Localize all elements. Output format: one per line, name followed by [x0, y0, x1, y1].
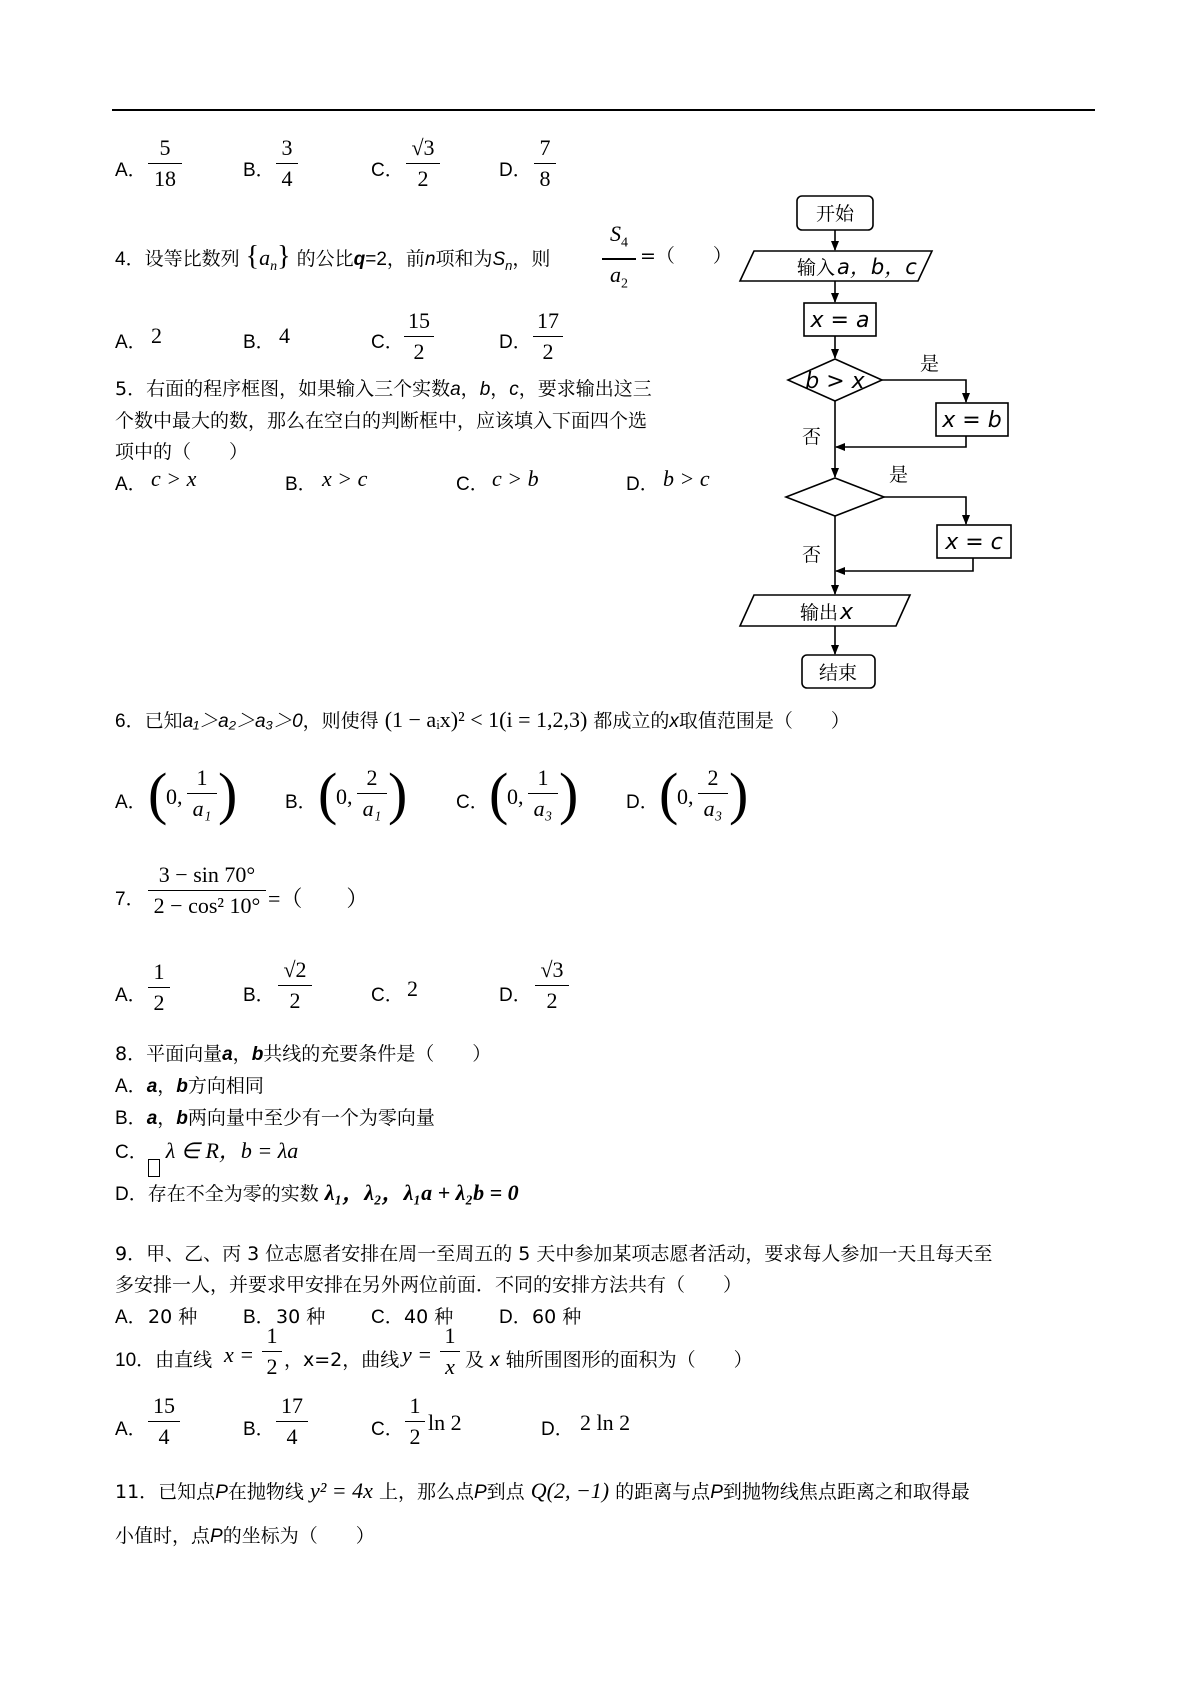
q6-option-a-label: A． [115, 792, 147, 813]
flowchart-edge-assign-b-merge [836, 436, 966, 447]
q10-eq1: x = [224, 1342, 255, 1367]
q5-option-c-label: C． [456, 474, 489, 495]
q9-option-c-value: 40 种 [404, 1306, 454, 1328]
q3-option-b-fraction: 3 4 [276, 134, 298, 193]
q8-option-c: C． λ ∈ R，b = λa [115, 1134, 298, 1177]
q6-option-b-rparen: ) [388, 761, 408, 826]
q6-option-d-label: D． [626, 792, 659, 813]
q5-line-1: 5．右面的程序框图，如果输入三个实数a，b，c，要求输出这三 [115, 378, 652, 400]
q10-eq2: y = [402, 1342, 433, 1367]
flowchart-assign-a-label: x = a [810, 308, 870, 333]
q7-option-c-label: C． [371, 985, 404, 1006]
q4-fraction: $S_4$ $a_2$ [602, 220, 636, 298]
flowchart-edge-cond1-yes [882, 380, 966, 402]
q6-option-c-label: C． [456, 792, 489, 813]
q3-option-b-label: B． [243, 160, 275, 181]
q5-option-a-label: A． [115, 474, 147, 495]
q7-number: 7． [115, 889, 145, 910]
q9-option-d-value: 60 种 [532, 1306, 582, 1328]
q7-fraction: 3 − sin 70° 2 − cos² 10° [148, 861, 266, 920]
q10-option-d-value: 2 ln 2 [580, 1410, 631, 1435]
q7-option-c-value: 2 [407, 976, 418, 1001]
q10-option-a-label: A． [115, 1419, 147, 1440]
q5-option-c-value: c > b [492, 466, 539, 491]
q5-option-d-value: b > c [663, 466, 710, 491]
q6-option-c-fraction: 1 a₃ [528, 764, 558, 823]
q4-option-b-value: 4 [279, 323, 290, 348]
q4-option-d-label: D． [499, 332, 532, 353]
q9-option-a-value: 20 种 [148, 1306, 198, 1328]
q7-option-a-label: A． [115, 985, 147, 1006]
q10-option-c-label: C． [371, 1419, 404, 1440]
q3-option-c-fraction: √3 2 [406, 134, 440, 193]
missing-glyph-box [148, 1159, 160, 1177]
q9-option-d-label: D． [499, 1307, 532, 1328]
q6-option-c-prefix: 0, [507, 784, 524, 809]
q5-option-d-label: D． [626, 474, 659, 495]
flowchart-end-label: 结束 [818, 662, 858, 684]
q9-option-b-value: 30 种 [276, 1306, 326, 1328]
q6-option-d-lparen: ( [659, 761, 679, 826]
q7-tail: =（ ） [268, 886, 369, 911]
q6-option-a-fraction: 1 a₁ [187, 764, 217, 823]
q5-option-a-value: c > x [151, 466, 197, 491]
q4-option-a-label: A． [115, 332, 147, 353]
q6-option-b-lparen: ( [318, 761, 338, 826]
q4-tail: =（ ） [640, 245, 732, 267]
q4-option-b-label: B． [243, 332, 275, 353]
q10-prefix: 10．由直线 [115, 1349, 213, 1371]
q8-option-d: D．存在不全为零的实数 λ₁，λ₂，λ₁a + λ₂b = 0 [115, 1180, 519, 1205]
q6-option-b-fraction: 2 a₁ [357, 764, 387, 823]
q6-option-b-label: B． [285, 792, 317, 813]
q10-option-d-label: D． [541, 1419, 574, 1440]
q6-option-d-rparen: ) [729, 761, 749, 826]
q3-option-c-label: C． [371, 160, 404, 181]
q4-option-d-fraction: 17 2 [533, 307, 563, 366]
q8-option-b: B．a，b两向量中至少有一个为零向量 [115, 1107, 435, 1129]
q10-option-b-fraction: 17 4 [276, 1392, 308, 1451]
q6-option-c-lparen: ( [489, 761, 509, 826]
q7-option-a-fraction: 1 2 [148, 958, 170, 1017]
q6-option-d-prefix: 0, [677, 784, 694, 809]
q4-option-c-fraction: 15 2 [404, 307, 434, 366]
q8-option-a: A．a，b方向相同 [115, 1075, 264, 1097]
flowchart-cond1-label: b > x [805, 369, 865, 394]
flowchart-assign-b-label: x = b [942, 408, 1002, 433]
flowchart-yes-label-1: 是 [920, 353, 940, 375]
q4-stem: 4．设等比数列 $\{a_n\}$ 的公比q=2，前n项和为$S_n$，则 [115, 241, 551, 274]
q10-frac2: 1 x [440, 1322, 460, 1381]
q6-option-c-rparen: ) [559, 761, 579, 826]
flowchart-output-var: x [840, 600, 854, 625]
q4-option-a-value: 2 [151, 323, 162, 348]
q6-option-a-lparen: ( [148, 761, 168, 826]
flowchart-input-label: 输入 [797, 257, 836, 279]
q10-option-c-fraction: 1 2 [405, 1392, 425, 1451]
q6-stem: 6．已知a₁＞a₂＞a₃＞0，则使得 (1 − aᵢx)² < 1(i = 1,2,3) 都成立的x取值范围是（ ） [115, 707, 850, 732]
flowchart-edge-cond2-yes [884, 497, 966, 524]
q7-option-d-label: D． [499, 985, 532, 1006]
flowchart-input-vars: a，b，c [837, 255, 917, 279]
q9-line-1: 9．甲、乙、丙 3 位志愿者安排在周一至周五的 5 天中参加某项志愿者活动，要求每人参加一天且每天至 [115, 1243, 993, 1265]
q9-option-c-label: C． [371, 1307, 404, 1328]
q9-option-a-label: A． [115, 1307, 147, 1328]
q3-option-a-label: A． [115, 160, 147, 181]
q6-option-a-prefix: 0, [166, 784, 183, 809]
q11-line-1: 11．已知点P在抛物线 y² = 4x 上，那么点P到点 Q(2, −1) 的距离与点P到抛物线焦点距离之和取得最 [115, 1478, 970, 1503]
flowchart-no-label-1: 否 [802, 426, 822, 448]
flowchart-cond2-blank-node [786, 478, 884, 516]
q5-line-2: 个数中最大的数，那么在空白的判断框中，应该填入下面四个选 [115, 410, 648, 432]
q3-option-d-label: D． [499, 160, 532, 181]
flowchart [0, 0, 1200, 700]
q7-option-b-label: B． [243, 985, 275, 1006]
q10-tail: 及 x 轴所围图形的面积为（ ） [465, 1349, 753, 1371]
q6-option-b-prefix: 0, [336, 784, 353, 809]
q6-option-d-fraction: 2 a₃ [698, 764, 728, 823]
q11-line-2: 小值时，点P的坐标为（ ） [115, 1525, 375, 1547]
q7-option-b-fraction: √2 2 [278, 956, 312, 1015]
q6-option-a-rparen: ) [218, 761, 238, 826]
flowchart-yes-label-2: 是 [889, 464, 909, 486]
flowchart-edge-assign-c-merge [836, 558, 973, 571]
q10-text-b: ，x=2，曲线 [284, 1349, 400, 1371]
q7-option-d-fraction: √3 2 [535, 956, 569, 1015]
flowchart-start-label: 开始 [815, 203, 855, 225]
q9-line-2: 多安排一人，并要求甲安排在另外两位前面．不同的安排方法共有（ ） [115, 1274, 743, 1296]
q10-frac1: 1 2 [262, 1322, 282, 1381]
q4-option-c-label: C． [371, 332, 404, 353]
q8-stem: 8．平面向量a，b共线的充要条件是（ ） [115, 1043, 492, 1065]
q5-option-b-value: x > c [322, 466, 368, 491]
flowchart-no-label-2: 否 [802, 544, 822, 566]
q10-option-a-fraction: 15 4 [148, 1392, 180, 1451]
flowchart-assign-c-label: x = c [945, 530, 1003, 555]
q5-line-3: 项中的（ ） [115, 441, 249, 463]
q10-option-b-label: B． [243, 1419, 275, 1440]
q5-option-b-label: B． [285, 474, 317, 495]
q9-option-b-label: B． [243, 1307, 275, 1328]
q3-option-a-fraction: 5 18 [148, 134, 182, 193]
flowchart-output-label: 输出 [800, 602, 839, 624]
q10-option-c-tail: ln 2 [428, 1410, 462, 1435]
q3-option-d-fraction: 7 8 [534, 134, 556, 193]
